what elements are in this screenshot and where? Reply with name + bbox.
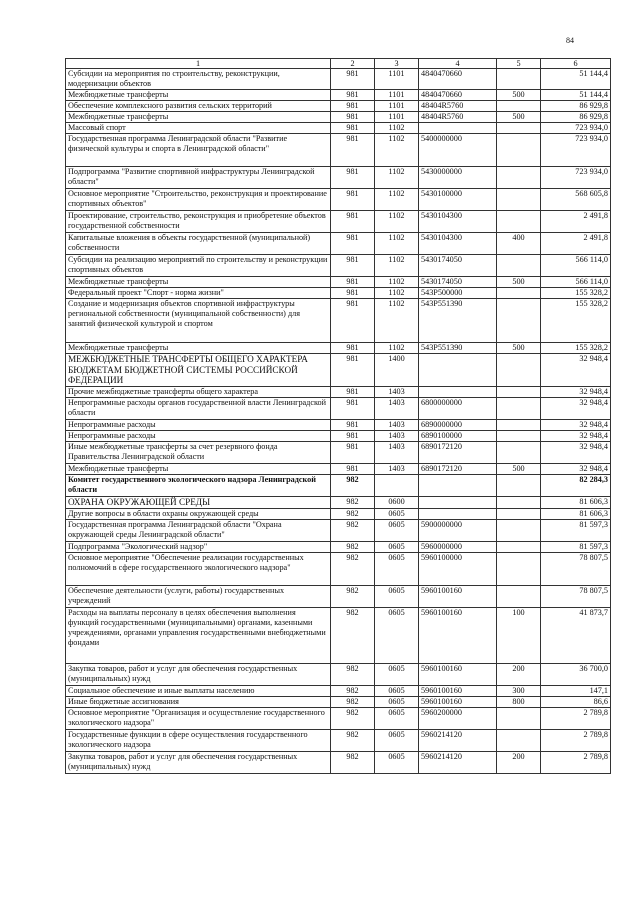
row-name: Расходы на выплаты персоналу в целях обеспечения выполнения функций государственными (муниципальными) органами, казенными учреждениями, органами управления государственными внебюджетными фондами	[66, 607, 331, 663]
row-expense-type	[497, 519, 541, 541]
column-header: 3	[375, 59, 419, 69]
row-amount: 51 144,4	[541, 69, 611, 90]
row-name: Прочие межбюджетные трансферты общего характера	[66, 387, 331, 398]
row-name: Закупка товаров, работ и услуг для обеспечения государственных (муниципальных) нужд	[66, 663, 331, 685]
row-expense-type	[497, 398, 541, 420]
row-name: Массовый спорт	[66, 123, 331, 134]
row-expense-type	[497, 420, 541, 431]
page-number: 84	[566, 36, 574, 45]
row-name: Иные бюджетные ассигнования	[66, 696, 331, 707]
table-row	[66, 508, 611, 519]
row-code: 981	[331, 343, 375, 354]
row-target-article	[419, 354, 497, 387]
row-code: 982	[331, 663, 375, 685]
row-section: 0600	[375, 497, 419, 509]
table-row	[66, 420, 611, 431]
row-target-article: 4840470660	[419, 69, 497, 90]
row-amount: 155 328,2	[541, 299, 611, 343]
row-code: 982	[331, 519, 375, 541]
row-expense-type	[497, 354, 541, 387]
table-row	[66, 464, 611, 475]
row-name: Федеральный проект "Спорт - норма жизни"	[66, 288, 331, 299]
row-expense-type	[497, 387, 541, 398]
row-code: 981	[331, 398, 375, 420]
row-expense-type: 200	[497, 663, 541, 685]
row-target-article: 6890172120	[419, 442, 497, 464]
row-section: 1102	[375, 277, 419, 288]
row-amount: 2 491,8	[541, 211, 611, 233]
row-code: 982	[331, 497, 375, 509]
row-target-article: 5960214120	[419, 751, 497, 773]
row-target-article: 4840470660	[419, 90, 497, 101]
row-name: Основное мероприятие "Организация и осуществление государственного экологического надзора"	[66, 707, 331, 729]
row-expense-type: 200	[497, 751, 541, 773]
row-section: 1400	[375, 354, 419, 387]
row-code: 981	[331, 354, 375, 387]
row-code: 982	[331, 696, 375, 707]
row-target-article: 543P551390	[419, 343, 497, 354]
row-target-article: 543P551390	[419, 299, 497, 343]
row-section: 1102	[375, 167, 419, 189]
row-target-article: 6800000000	[419, 398, 497, 420]
row-section: 1101	[375, 90, 419, 101]
row-expense-type: 500	[497, 464, 541, 475]
table-row	[66, 277, 611, 288]
table-row	[66, 707, 611, 729]
row-amount: 32 948,4	[541, 464, 611, 475]
row-target-article: 5960100160	[419, 607, 497, 663]
table-row	[66, 585, 611, 607]
row-section: 1102	[375, 233, 419, 255]
table-row	[66, 751, 611, 773]
row-section: 1403	[375, 420, 419, 431]
row-amount: 723 934,0	[541, 134, 611, 167]
row-code: 981	[331, 255, 375, 277]
row-expense-type	[497, 288, 541, 299]
row-amount: 86 929,8	[541, 101, 611, 112]
row-target-article: 5960200000	[419, 707, 497, 729]
row-code: 982	[331, 685, 375, 696]
row-amount: 155 328,2	[541, 343, 611, 354]
row-target-article: 5430104300	[419, 233, 497, 255]
row-expense-type	[497, 69, 541, 90]
row-code: 982	[331, 585, 375, 607]
row-code: 982	[331, 508, 375, 519]
column-header: 6	[541, 59, 611, 69]
row-section: 1403	[375, 442, 419, 464]
row-amount: 36 700,0	[541, 663, 611, 685]
row-expense-type: 800	[497, 696, 541, 707]
row-target-article: 5960100160	[419, 696, 497, 707]
row-code: 981	[331, 101, 375, 112]
row-section: 0605	[375, 508, 419, 519]
row-code: 981	[331, 134, 375, 167]
row-name: Межбюджетные трансферты	[66, 112, 331, 123]
table-row	[66, 288, 611, 299]
column-header: 4	[419, 59, 497, 69]
table-row	[66, 299, 611, 343]
row-amount: 32 948,4	[541, 420, 611, 431]
row-expense-type: 500	[497, 90, 541, 101]
table-row	[66, 431, 611, 442]
row-name: Подпрограмма "Развитие спортивной инфраструктуры Ленинградской области"	[66, 167, 331, 189]
row-section: 1101	[375, 69, 419, 90]
row-code: 981	[331, 211, 375, 233]
row-expense-type	[497, 729, 541, 751]
row-section	[375, 475, 419, 497]
row-name: Основное мероприятие "Обеспечение реализации государственных полномочий в сфере государственного экологического надзора"	[66, 552, 331, 585]
table-row	[66, 167, 611, 189]
row-expense-type	[497, 255, 541, 277]
row-target-article	[419, 497, 497, 509]
row-target-article: 6890000000	[419, 420, 497, 431]
row-target-article: 5960100000	[419, 552, 497, 585]
row-code: 981	[331, 167, 375, 189]
table-row	[66, 729, 611, 751]
row-target-article: 5430000000	[419, 167, 497, 189]
row-code: 981	[331, 288, 375, 299]
row-section: 0605	[375, 751, 419, 773]
table-row	[66, 255, 611, 277]
row-expense-type	[497, 541, 541, 552]
row-name: Субсидии на реализацию мероприятий по строительству и реконструкции спортивных объектов	[66, 255, 331, 277]
table-row	[66, 343, 611, 354]
row-expense-type	[497, 497, 541, 509]
row-code: 982	[331, 552, 375, 585]
table-row	[66, 90, 611, 101]
row-code: 982	[331, 729, 375, 751]
row-name: Капитальные вложения в объекты государственной (муниципальной) собственности	[66, 233, 331, 255]
table-row	[66, 607, 611, 663]
table-row	[66, 134, 611, 167]
row-section: 0605	[375, 541, 419, 552]
row-name: Межбюджетные трансферты	[66, 343, 331, 354]
table-row	[66, 398, 611, 420]
table-row	[66, 541, 611, 552]
row-target-article: 48404R5760	[419, 112, 497, 123]
row-name: Межбюджетные трансферты	[66, 90, 331, 101]
row-target-article: 5960100160	[419, 685, 497, 696]
row-expense-type: 500	[497, 112, 541, 123]
row-amount: 32 948,4	[541, 398, 611, 420]
row-section: 1101	[375, 101, 419, 112]
row-target-article: 5430174050	[419, 255, 497, 277]
row-code: 981	[331, 387, 375, 398]
row-expense-type	[497, 552, 541, 585]
row-expense-type: 400	[497, 233, 541, 255]
row-code: 982	[331, 751, 375, 773]
row-section: 0605	[375, 685, 419, 696]
row-name: Социальное обеспечение и иные выплаты населению	[66, 685, 331, 696]
row-target-article: 6890172120	[419, 464, 497, 475]
table-row	[66, 696, 611, 707]
row-code: 982	[331, 607, 375, 663]
row-section: 0605	[375, 519, 419, 541]
table-row	[66, 211, 611, 233]
row-expense-type	[497, 134, 541, 167]
row-expense-type	[497, 585, 541, 607]
table-row	[66, 552, 611, 585]
row-target-article: 5900000000	[419, 519, 497, 541]
row-name: Межбюджетные трансферты	[66, 464, 331, 475]
row-section: 1102	[375, 343, 419, 354]
row-name: Межбюджетные трансферты	[66, 277, 331, 288]
row-expense-type	[497, 707, 541, 729]
row-name: Закупка товаров, работ и услуг для обеспечения государственных (муниципальных) нужд	[66, 751, 331, 773]
table-row	[66, 685, 611, 696]
table-row	[66, 101, 611, 112]
row-code: 982	[331, 707, 375, 729]
row-target-article: 6890100000	[419, 431, 497, 442]
row-section: 1102	[375, 211, 419, 233]
row-expense-type: 500	[497, 277, 541, 288]
row-amount: 566 114,0	[541, 255, 611, 277]
row-section: 1102	[375, 288, 419, 299]
row-name: Подпрограмма "Экологический надзор"	[66, 541, 331, 552]
table-row	[66, 112, 611, 123]
table-row	[66, 189, 611, 211]
row-expense-type	[497, 431, 541, 442]
row-amount: 2 491,8	[541, 233, 611, 255]
row-expense-type	[497, 101, 541, 112]
budget-table	[65, 58, 611, 774]
table-row	[66, 69, 611, 90]
row-code: 981	[331, 464, 375, 475]
row-section: 0605	[375, 585, 419, 607]
row-section: 0605	[375, 696, 419, 707]
row-section: 0605	[375, 729, 419, 751]
row-section: 1403	[375, 398, 419, 420]
table-row	[66, 387, 611, 398]
row-section: 0605	[375, 707, 419, 729]
row-code: 981	[331, 277, 375, 288]
row-amount: 32 948,4	[541, 354, 611, 387]
row-target-article: 5960000000	[419, 541, 497, 552]
row-section: 0605	[375, 552, 419, 585]
row-amount: 2 789,8	[541, 707, 611, 729]
row-name: Непрограммные расходы органов государственной власти Ленинградской области	[66, 398, 331, 420]
table-row	[66, 663, 611, 685]
row-expense-type: 100	[497, 607, 541, 663]
row-section: 1403	[375, 464, 419, 475]
row-target-article	[419, 508, 497, 519]
row-amount: 147,1	[541, 685, 611, 696]
row-code: 981	[331, 189, 375, 211]
row-expense-type	[497, 475, 541, 497]
row-expense-type: 300	[497, 685, 541, 696]
row-amount: 82 284,3	[541, 475, 611, 497]
row-amount: 81 597,3	[541, 519, 611, 541]
row-expense-type	[497, 211, 541, 233]
row-amount: 32 948,4	[541, 431, 611, 442]
column-header: 1	[66, 59, 331, 69]
row-section: 1403	[375, 387, 419, 398]
row-code: 981	[331, 431, 375, 442]
column-header-row	[66, 59, 611, 69]
row-name: Проектирование, строительство, реконструкция и приобретение объектов государственной собственности	[66, 211, 331, 233]
row-code: 981	[331, 233, 375, 255]
row-amount: 81 606,3	[541, 508, 611, 519]
row-amount: 2 789,8	[541, 751, 611, 773]
row-name: Субсидии на мероприятия по строительству, реконструкции, модернизации объектов	[66, 69, 331, 90]
row-name: Основное мероприятие "Строительство, реконструкция и проектирование спортивных объектов"	[66, 189, 331, 211]
row-name: Государственная программа Ленинградской области "Охрана окружающей среды Ленинградской области"	[66, 519, 331, 541]
table-row	[66, 123, 611, 134]
table-row	[66, 497, 611, 509]
row-section: 0605	[375, 607, 419, 663]
row-section: 0605	[375, 663, 419, 685]
row-expense-type	[497, 167, 541, 189]
row-name: Иные межбюджетные трансферты за счет резервного фонда Правительства Ленинградской области	[66, 442, 331, 464]
row-amount: 2 789,8	[541, 729, 611, 751]
row-code: 981	[331, 69, 375, 90]
row-target-article: 5960100160	[419, 585, 497, 607]
row-section: 1102	[375, 255, 419, 277]
row-code: 982	[331, 541, 375, 552]
row-section: 1403	[375, 431, 419, 442]
row-name: ОХРАНА ОКРУЖАЮЩЕЙ СРЕДЫ	[66, 497, 331, 509]
row-name: Обеспечение деятельности (услуги, работы) государственных учреждений	[66, 585, 331, 607]
column-header: 2	[331, 59, 375, 69]
row-code: 981	[331, 112, 375, 123]
table-row	[66, 233, 611, 255]
row-name: Государственные функции в сфере осуществления государственного экологического надзора	[66, 729, 331, 751]
row-amount: 51 144,4	[541, 90, 611, 101]
row-target-article: 5430174050	[419, 277, 497, 288]
row-target-article: 48404R5760	[419, 101, 497, 112]
row-amount: 81 597,3	[541, 541, 611, 552]
row-amount: 86,6	[541, 696, 611, 707]
table-row	[66, 354, 611, 387]
row-amount: 568 605,8	[541, 189, 611, 211]
row-amount: 86 929,8	[541, 112, 611, 123]
row-code: 981	[331, 299, 375, 343]
row-amount: 41 873,7	[541, 607, 611, 663]
row-name: Государственная программа Ленинградской области "Развитие физической культуры и спорта в Ленинградской области"	[66, 134, 331, 167]
row-target-article: 5960100160	[419, 663, 497, 685]
column-header: 5	[497, 59, 541, 69]
row-target-article: 5960214120	[419, 729, 497, 751]
row-amount: 78 807,5	[541, 552, 611, 585]
row-code: 981	[331, 420, 375, 431]
row-expense-type	[497, 442, 541, 464]
table-row	[66, 475, 611, 497]
row-target-article	[419, 475, 497, 497]
row-expense-type	[497, 508, 541, 519]
row-amount: 155 328,2	[541, 288, 611, 299]
row-expense-type: 500	[497, 343, 541, 354]
row-amount: 566 114,0	[541, 277, 611, 288]
row-name: МЕЖБЮДЖЕТНЫЕ ТРАНСФЕРТЫ ОБЩЕГО ХАРАКТЕРА БЮДЖЕТАМ БЮДЖЕТНОЙ СИСТЕМЫ РОССИЙСКОЙ ФЕДЕРАЦИИ	[66, 354, 331, 387]
row-section: 1102	[375, 299, 419, 343]
row-section: 1102	[375, 123, 419, 134]
row-code: 982	[331, 475, 375, 497]
row-target-article: 5430100000	[419, 189, 497, 211]
row-target-article: 5400000000	[419, 134, 497, 167]
row-expense-type	[497, 189, 541, 211]
row-name: Комитет государственного экологического надзора Ленинградской области	[66, 475, 331, 497]
row-expense-type	[497, 123, 541, 134]
row-target-article	[419, 123, 497, 134]
row-name: Создание и модернизация объектов спортивной инфраструктуры региональной собственности (муниципальной собственности) для занятий физической культурой и спортом	[66, 299, 331, 343]
row-section: 1102	[375, 134, 419, 167]
row-amount: 32 948,4	[541, 442, 611, 464]
row-amount: 723 934,0	[541, 123, 611, 134]
row-section: 1102	[375, 189, 419, 211]
row-amount: 32 948,4	[541, 387, 611, 398]
row-section: 1101	[375, 112, 419, 123]
row-amount: 723 934,0	[541, 167, 611, 189]
row-code: 981	[331, 442, 375, 464]
row-name: Другие вопросы в области охраны окружающей среды	[66, 508, 331, 519]
row-target-article	[419, 387, 497, 398]
row-name: Обеспечение комплексного развития сельских территорий	[66, 101, 331, 112]
row-name: Непрограммные расходы	[66, 431, 331, 442]
row-expense-type	[497, 299, 541, 343]
row-amount: 78 807,5	[541, 585, 611, 607]
row-target-article: 5430104300	[419, 211, 497, 233]
table-row	[66, 442, 611, 464]
row-amount: 81 606,3	[541, 497, 611, 509]
row-target-article: 543P500000	[419, 288, 497, 299]
row-code: 981	[331, 90, 375, 101]
table-row	[66, 519, 611, 541]
row-name: Непрограммные расходы	[66, 420, 331, 431]
row-code: 981	[331, 123, 375, 134]
